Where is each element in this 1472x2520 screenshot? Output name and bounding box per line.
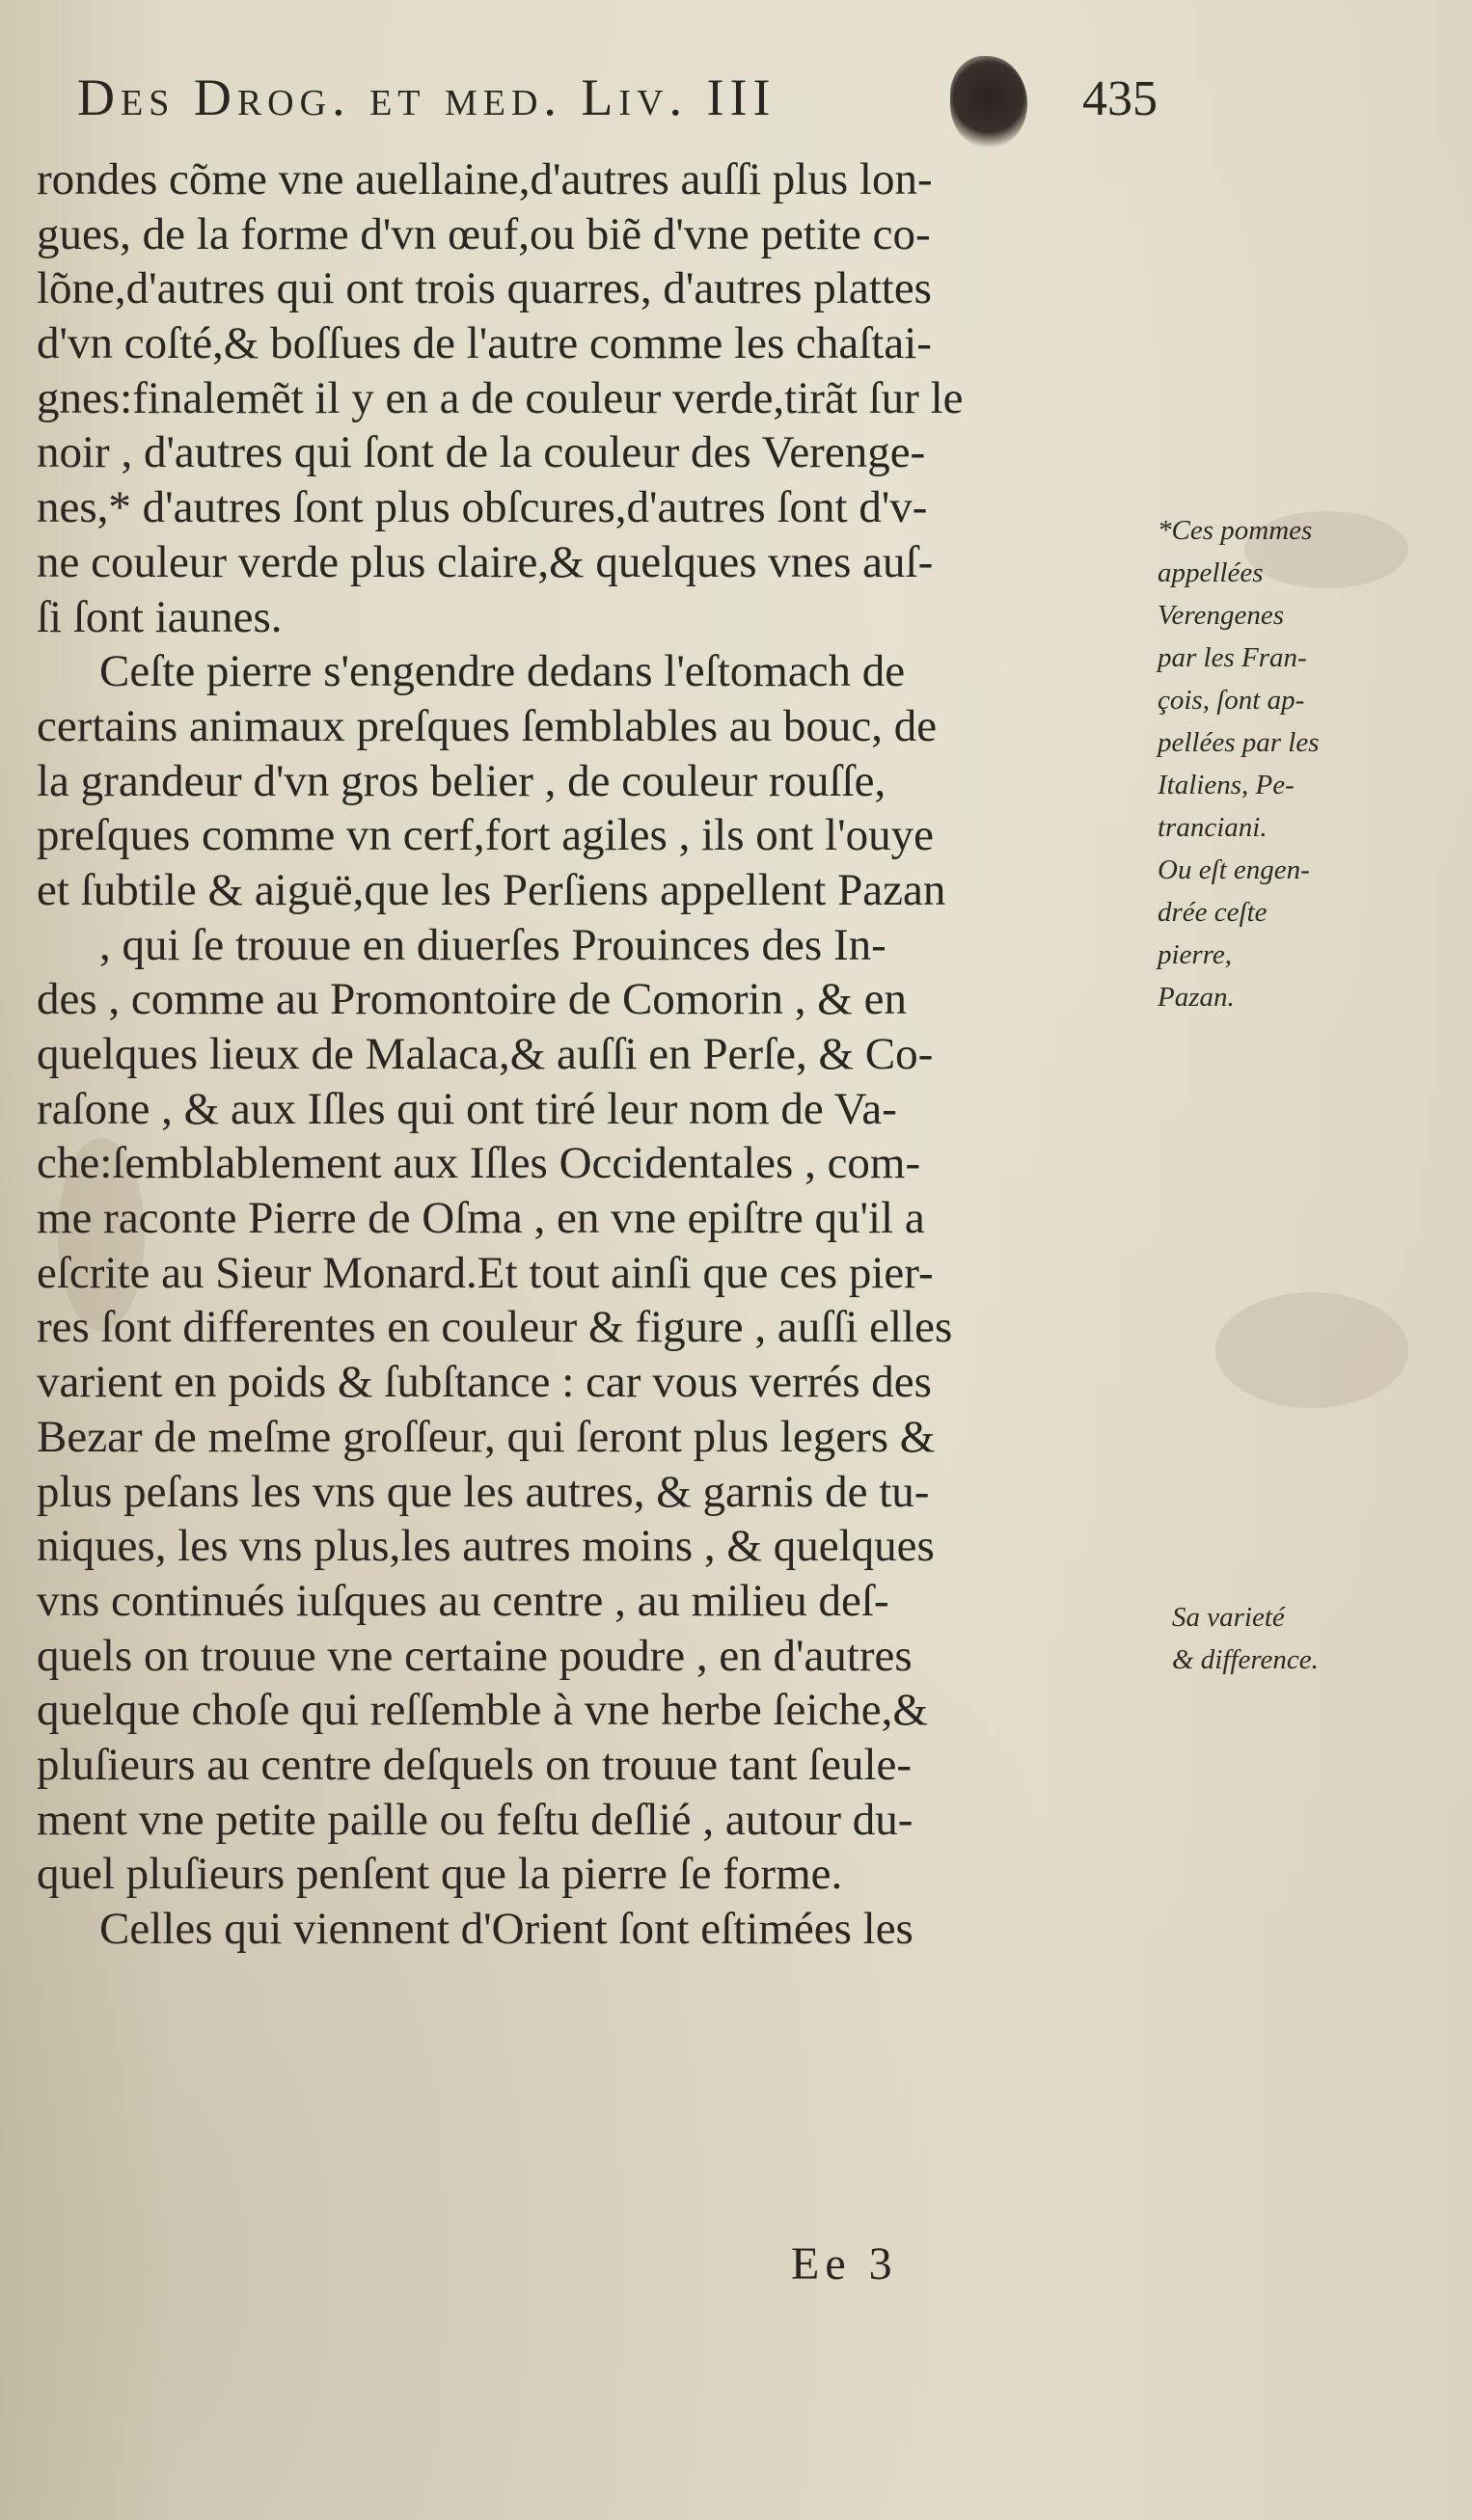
text-line: et ſubtile & aiguë,que les Perſiens appellent Pazan xyxy=(37,864,946,915)
text-line: ſi ſont iaunes. xyxy=(37,591,283,642)
text-line: Ceſte pierre s'engendre dedans l'eſtomach de xyxy=(99,646,906,697)
marginal-note xyxy=(1172,1596,1471,1681)
marginal-note-line: drée ceſte xyxy=(1158,897,1268,928)
text-line: ment vne petite paille ou feſtu deſlié , autour du- xyxy=(37,1794,913,1845)
text-line: Bezar de meſme groſſeur, qui ſeront plus legers & xyxy=(37,1411,936,1462)
marginal-note-line: pellées par les xyxy=(1158,727,1320,758)
text-line: rondes cõme vne auellaine,d'autres auſſi plus lon- xyxy=(37,154,933,204)
text-line: , qui ſe trouue en diuerſes Prouinces des In- xyxy=(99,919,886,970)
text-line: la grandeur d'vn gros belier , de couleur rouſſe, xyxy=(37,755,886,806)
text-line: des , comme au Promontoire de Comorin , & en xyxy=(37,974,907,1025)
text-line: raſone , & aux Iſles qui ont tiré leur nom de Va- xyxy=(37,1083,897,1134)
marginal-note-line: Italiens, Pe- xyxy=(1158,770,1295,800)
text-line: nes,* d'autres ſont plus obſcures,d'autres ſont d'v- xyxy=(37,482,928,533)
marginal-note-line: & difference. xyxy=(1172,1644,1319,1675)
text-line: niques, les vns plus,les autres moins , & quelques xyxy=(37,1521,935,1572)
text-line: che:ſemblablement aux Iſles Occidentales , com- xyxy=(37,1138,921,1189)
marginal-note-line: par les Fran- xyxy=(1158,642,1307,673)
paper-stain xyxy=(1215,1292,1408,1408)
ink-blot xyxy=(950,56,1027,148)
marginal-note-line: appellées xyxy=(1158,557,1264,588)
text-line: vns continués iuſques au centre , au milieu deſ- xyxy=(37,1575,889,1626)
marginal-note-line: tranciani. xyxy=(1158,812,1268,843)
text-line: d'vn coſté,& boſſues de l'autre comme les chaſtai- xyxy=(37,318,932,369)
text-line: gnes:finalemẽt il y en a de couleur verde,tirãt ſur le xyxy=(37,372,964,423)
text-line: lõne,d'autres qui ont trois quarres, d'autres plattes xyxy=(37,263,932,314)
page-number: 435 xyxy=(1082,71,1158,126)
marginal-note-line: Pazan. xyxy=(1158,982,1235,1013)
text-line: quels on trouue vne certaine poudre , en d'autres xyxy=(37,1630,913,1681)
text-line: preſques comme vn cerf,fort agiles , ils ont l'ouye xyxy=(37,810,934,861)
text-line: res ſont differentes en couleur & figure , auſſi elles xyxy=(37,1302,953,1353)
signature-mark: Ee 3 xyxy=(791,2238,898,2290)
marginal-note-line: Ou eſt engen- xyxy=(1158,854,1310,885)
running-title: Des Drog. et med. Liv. III xyxy=(77,68,777,126)
main-text-block xyxy=(37,152,1180,1957)
text-line: quelques lieux de Malaca,& auſſi en Perſe, & Co- xyxy=(37,1029,934,1079)
text-line: noir , d'autres qui ſont de la couleur des Verenge- xyxy=(37,427,926,478)
text-line: quelque choſe qui reſſemble à vne herbe ſeiche,& xyxy=(37,1685,928,1736)
text-line: plus peſans les vns que les autres, & garnis de tu- xyxy=(37,1466,930,1517)
marginal-note-line: pierre, xyxy=(1158,939,1233,970)
text-line: quel pluſieurs penſent que la pierre ſe forme. xyxy=(37,1849,843,1900)
marginal-note-line: *Ces pommes xyxy=(1158,515,1313,546)
text-line: Celles qui viennent d'Orient ſont eſtimées les xyxy=(99,1904,913,1954)
text-line: ne couleur verde plus claire,& quelques vnes auſ- xyxy=(37,536,934,587)
text-line: eſcrite au Sieur Monard.Et tout ainſi que ces pier- xyxy=(37,1247,934,1298)
text-line: certains animaux preſques ſemblables au bouc, de xyxy=(37,700,938,751)
marginal-note-line: çois, ſont ap- xyxy=(1158,685,1305,716)
marginal-note xyxy=(1158,509,1457,1018)
text-line: pluſieurs au centre deſquels on trouue tant ſeule- xyxy=(37,1739,913,1790)
text-line: gues, de la forme d'vn œuf,ou biẽ d'vne petite co- xyxy=(37,208,931,259)
marginal-note-line: Sa varieté xyxy=(1172,1602,1285,1633)
text-line: varient en poids & ſubſtance : car vous verrés des xyxy=(37,1357,932,1408)
text-line: me raconte Pierre de Oſma , en vne epiſtre qu'il a xyxy=(37,1193,925,1244)
marginal-note-line: Verengenes xyxy=(1158,600,1284,631)
